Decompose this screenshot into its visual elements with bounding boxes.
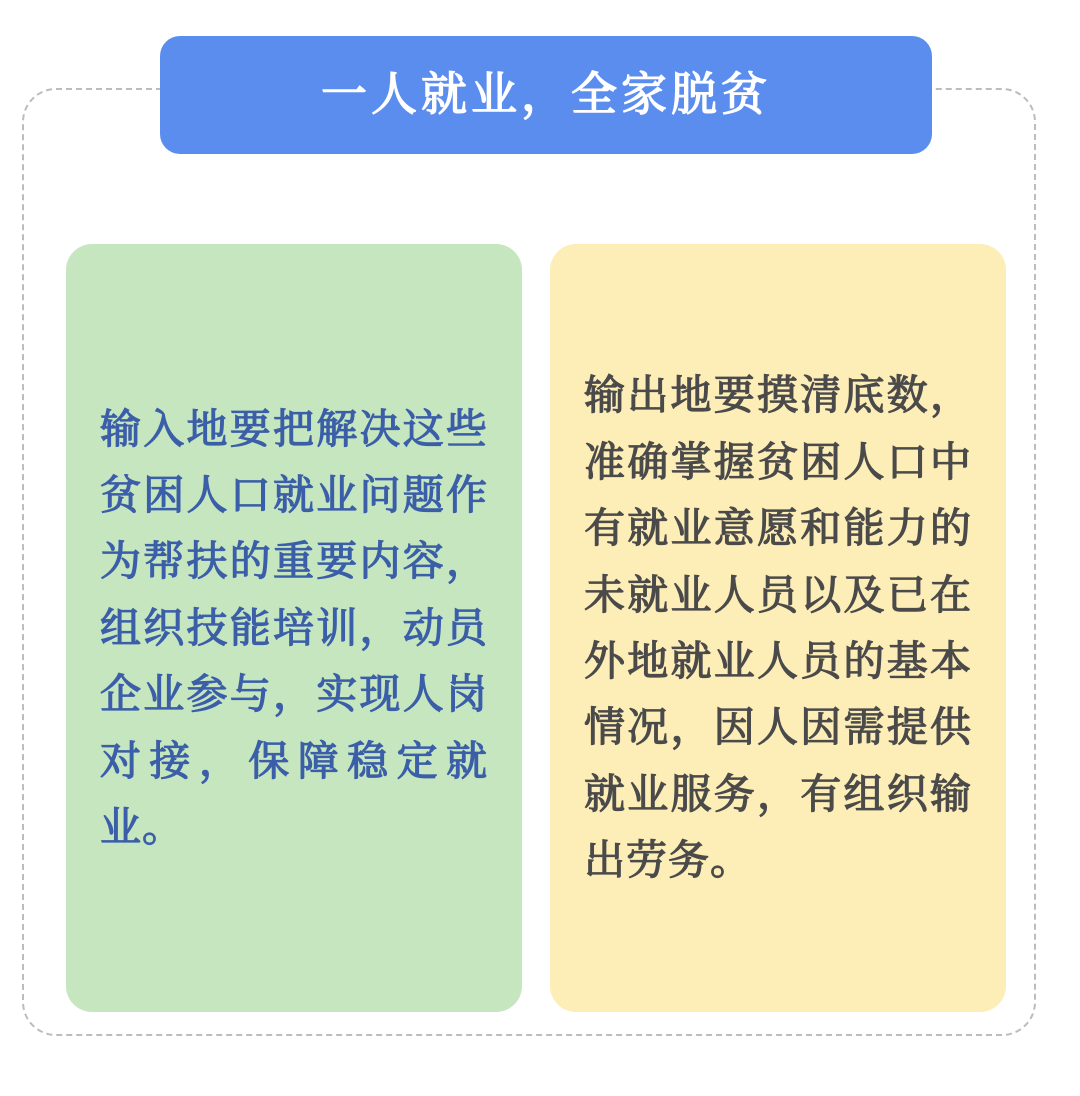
title-banner	[160, 36, 932, 154]
content-cards	[66, 244, 1006, 1012]
card-output-area	[550, 244, 1006, 1012]
card-output-area-text: 输出地要摸清底数，准确掌握贫困人口中有就业意愿和能力的未就业人员以及已在外地就业人员的基本情况，因人因需提供就业服务，有组织输出劳务。	[584, 372, 972, 884]
card-input-area-text: 输入地要把解决这些贫困人口就业问题作为帮扶的重要内容，组织技能培训，动员企业参与，实现人岗对接，保障稳定就业。	[100, 405, 488, 851]
card-input-area	[66, 244, 522, 1012]
page-title: 一人就业，全家脱贫	[321, 68, 771, 121]
